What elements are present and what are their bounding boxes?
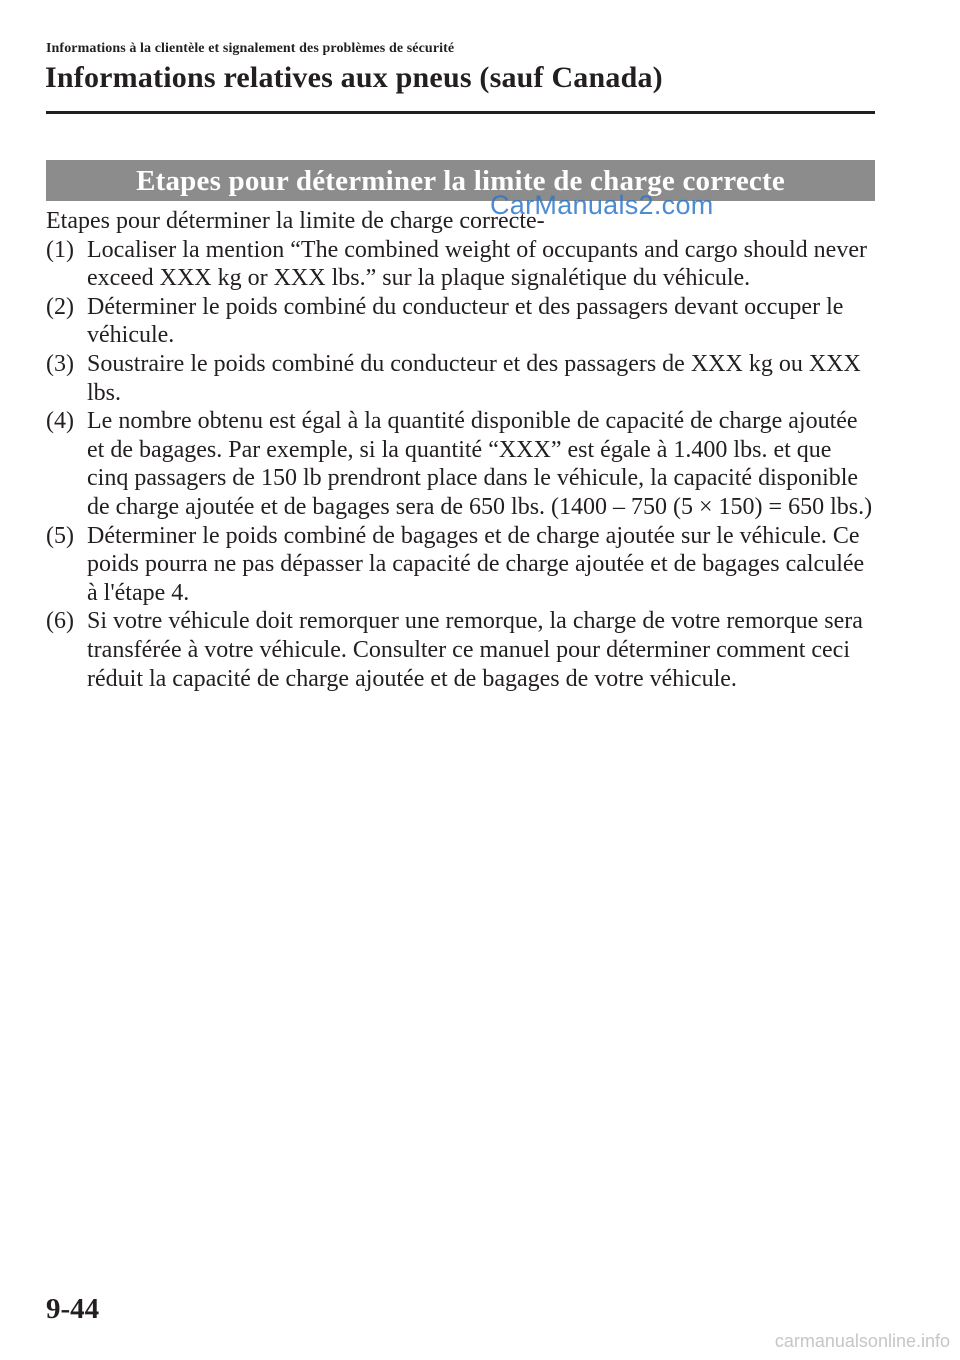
step-text: Soustraire le poids combiné du conducteur et des passagers de XXX kg ou XXX lbs.: [87, 350, 861, 406]
step-item: [46, 350, 876, 407]
step-text: Le nombre obtenu est égal à la quantité disponible de capacité de charge ajoutée et de bagages. Par exemple, si la quantité “XXX” est égale à 1.400 lbs. et que cinq passagers de 150 lb prendront place dans le véhicule, la capacité disponible de charge ajoutée et de bagages sera de 650 lbs. (1400 – 750 (5 × 150) = 650 lbs.): [87, 408, 873, 520]
step-number: (4): [46, 408, 74, 435]
step-number: (2): [46, 293, 74, 320]
step-number: (5): [46, 522, 74, 549]
step-item: [46, 607, 876, 693]
step-number: (6): [46, 608, 74, 635]
content: [46, 207, 876, 693]
steps-list: [46, 236, 876, 694]
step-text: Déterminer le poids combiné du conducteur et des passagers devant occuper le véhicule.: [87, 293, 844, 349]
step-item: [46, 407, 876, 521]
step-item: [46, 236, 876, 293]
step-text: Localiser la mention “The combined weight of occupants and cargo should never exceed XXX kg or XXX lbs.” sur la plaque signalétique du véhicule.: [87, 236, 867, 292]
step-number: (3): [46, 350, 74, 377]
step-number: (1): [46, 236, 74, 263]
page-title: Informations relatives aux pneus (sauf Canada): [45, 61, 663, 94]
watermark-logo: CarManuals2.com: [490, 190, 714, 220]
step-text: Si votre véhicule doit remorquer une remorque, la charge de votre remorque sera transférée à votre véhicule. Consulter ce manuel pour déterminer comment ceci réduit la capacité de charge ajoutée et de bagages de votre véhicule.: [87, 608, 863, 692]
step-item: [46, 293, 876, 350]
step-text: Déterminer le poids combiné de bagages et de charge ajoutée sur le véhicule. Ce poids pourra ne pas dépasser la capacité de charge ajoutée et de bagages calculée à l'étape 4.: [87, 522, 865, 606]
intro-text: Etapes pour déterminer la limite de charge correcte-: [46, 208, 545, 234]
breadcrumb: Informations à la clientèle et signalement des problèmes de sécurité: [46, 41, 455, 56]
section-heading: Etapes pour déterminer la limite de charge correcte: [136, 165, 785, 197]
step-item: [46, 522, 876, 608]
section-banner: [46, 160, 875, 201]
title-rule: [46, 111, 875, 114]
page-number: 9-44: [46, 1293, 100, 1325]
footer-watermark: carmanualsonline.info: [774, 1331, 950, 1351]
